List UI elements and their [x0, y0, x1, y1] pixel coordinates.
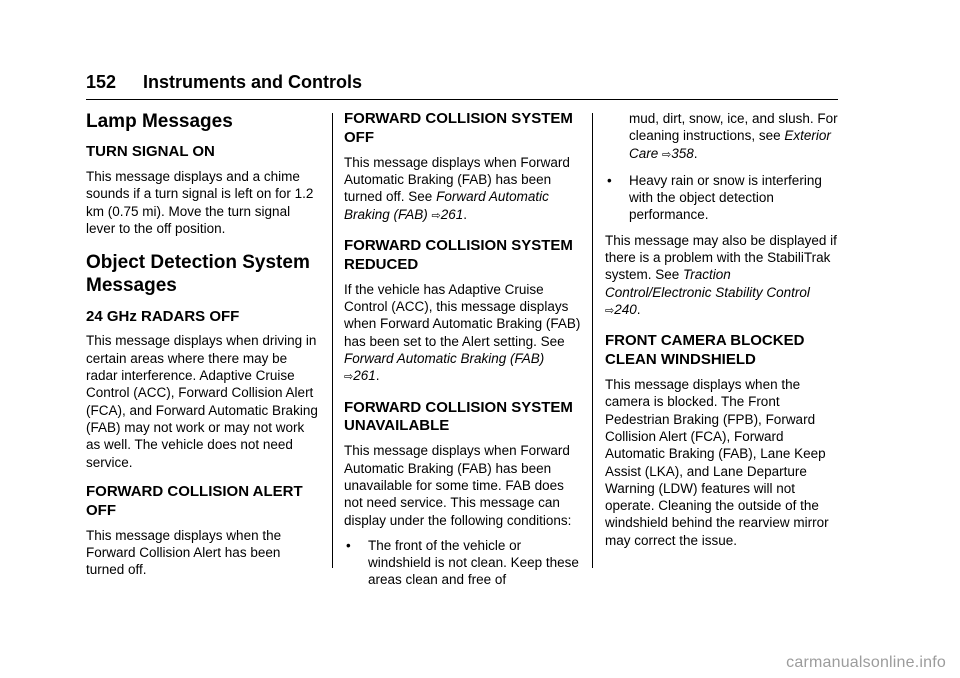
- header-rule: [86, 99, 838, 100]
- heading-turn-signal-on: TURN SIGNAL ON: [86, 143, 215, 161]
- column-1: [86, 110, 322, 587]
- page-ref-arrow-icon: ⇨: [662, 148, 672, 161]
- heading-radars-off: 24 GHz RADARS OFF: [86, 307, 240, 325]
- page-ref-arrow-icon: ⇨: [344, 371, 354, 384]
- heading-front-camera-blocked: FRONT CAMERA BLOCKED CLEAN WINDSHIELD: [605, 332, 805, 369]
- column-2: [344, 110, 582, 597]
- list-item: [605, 172, 841, 224]
- para-fcs-reduced-text: If the vehicle has Adaptive Cruise Control (ACC), this message displays when Forward Automatic Braking (FAB) has been set to the Alert setting. See: [344, 281, 581, 349]
- para-fcs-off-text: This message displays when Forward Automatic Braking (FAB) has been turned off. See: [344, 154, 570, 205]
- heading-fcs-unavailable: FORWARD COLLISION SYSTEM UNAVAILABLE: [344, 398, 573, 435]
- heading-fca-off: FORWARD COLLISION ALERT OFF: [86, 482, 303, 519]
- bullet-icon: •: [607, 172, 612, 188]
- bullet-continuation: mud, dirt, snow, ice, and slush. For cleaning instructions, see Exterior Care ⇨358.: [629, 111, 838, 161]
- para-turn-signal: This message displays and a chime sounds if a turn signal is left on for 1.2 km (0.75 mi). Move the turn signal lever to the off position.: [86, 169, 314, 236]
- para-front-camera: This message displays when the camera is blocked. The Front Pedestrian Braking (FPB), Forward Collision Alert (FCA), Forward Automatic Braking (FAB), Lane Keep Assist (LKA), and Lane Departure Warning (LDW) features will not operate. Cleaning the outside of the windshield behind the rearview mirror may correct the issue.: [605, 377, 829, 548]
- column-divider-1: [332, 113, 333, 568]
- para-stabilitrak-text: This message may also be displayed if there is a problem with the StabiliTrak system. See: [605, 232, 837, 283]
- page-ref-arrow-icon: ⇨: [605, 304, 615, 317]
- section-title: Instruments and Controls: [143, 72, 363, 92]
- para-fcs-unavailable: This message displays when Forward Automatic Braking (FAB) has been unavailable for some time. FAB does not need service. This message can display under the following conditions:: [344, 443, 572, 528]
- watermark: carmanualsonline.info: [786, 654, 946, 671]
- link-page-358[interactable]: 358: [671, 145, 694, 161]
- bullet-text-2: Heavy rain or snow is interfering with the object detection performance.: [629, 172, 822, 223]
- para-radars-off: This message displays when driving in certain areas where there may be radar interference. Adaptive Cruise Control (ACC), Forward Collision Alert (FCA), and Forward Automatic Braking (FAB) may not work or may not work as well. The vehicle does not need service.: [86, 333, 318, 470]
- bullet-text-1: The front of the vehicle or windshield is not clean. Keep these areas clean and free of: [368, 537, 579, 588]
- heading-object-detection: Object Detection System Messages: [86, 252, 310, 297]
- link-traction-control[interactable]: Traction Control/Electronic Stability Control: [605, 267, 810, 300]
- page-ref-arrow-icon: ⇨: [431, 209, 441, 222]
- para-fca-off: This message displays when the Forward Collision Alert has been turned off.: [86, 527, 282, 578]
- para-stabilitrak: This message may also be displayed if there is a problem with the StabiliTrak system. See Traction Control/Electronic Stability Control ⇨240.: [605, 232, 837, 317]
- list-item: [344, 537, 582, 589]
- heading-fcs-reduced: FORWARD COLLISION SYSTEM REDUCED: [344, 236, 573, 273]
- column-divider-2: [592, 113, 593, 568]
- para-fcs-reduced: If the vehicle has Adaptive Cruise Control (ACC), this message displays when Forward Automatic Braking (FAB) has been set to the Alert setting. See Forward Automatic Braking (FAB) ⇨261.: [344, 281, 581, 384]
- link-page-261-b[interactable]: 261: [353, 368, 376, 384]
- link-page-240[interactable]: 240: [614, 301, 637, 317]
- bullet-icon: •: [346, 537, 351, 553]
- heading-lamp-messages: Lamp Messages: [86, 111, 233, 132]
- bullet-continuation-text: mud, dirt, snow, ice, and slush. For cleaning instructions, see: [629, 111, 838, 144]
- page-header: [86, 72, 838, 100]
- column-3: [605, 110, 841, 557]
- link-fab-2[interactable]: Forward Automatic Braking (FAB): [344, 350, 545, 366]
- page-number: 152: [86, 72, 117, 92]
- para-fcs-off: This message displays when Forward Automatic Braking (FAB) has been turned off. See Forward Automatic Braking (FAB) ⇨261.: [344, 154, 570, 222]
- link-fab-1[interactable]: Forward Automatic Braking (FAB): [344, 189, 549, 222]
- link-exterior-care[interactable]: Exterior Care: [629, 128, 831, 161]
- conditions-list: [344, 537, 582, 589]
- link-page-261-a[interactable]: 261: [440, 206, 464, 222]
- conditions-list-continued: [605, 172, 841, 224]
- heading-fcs-off: FORWARD COLLISION SYSTEM OFF: [344, 110, 573, 146]
